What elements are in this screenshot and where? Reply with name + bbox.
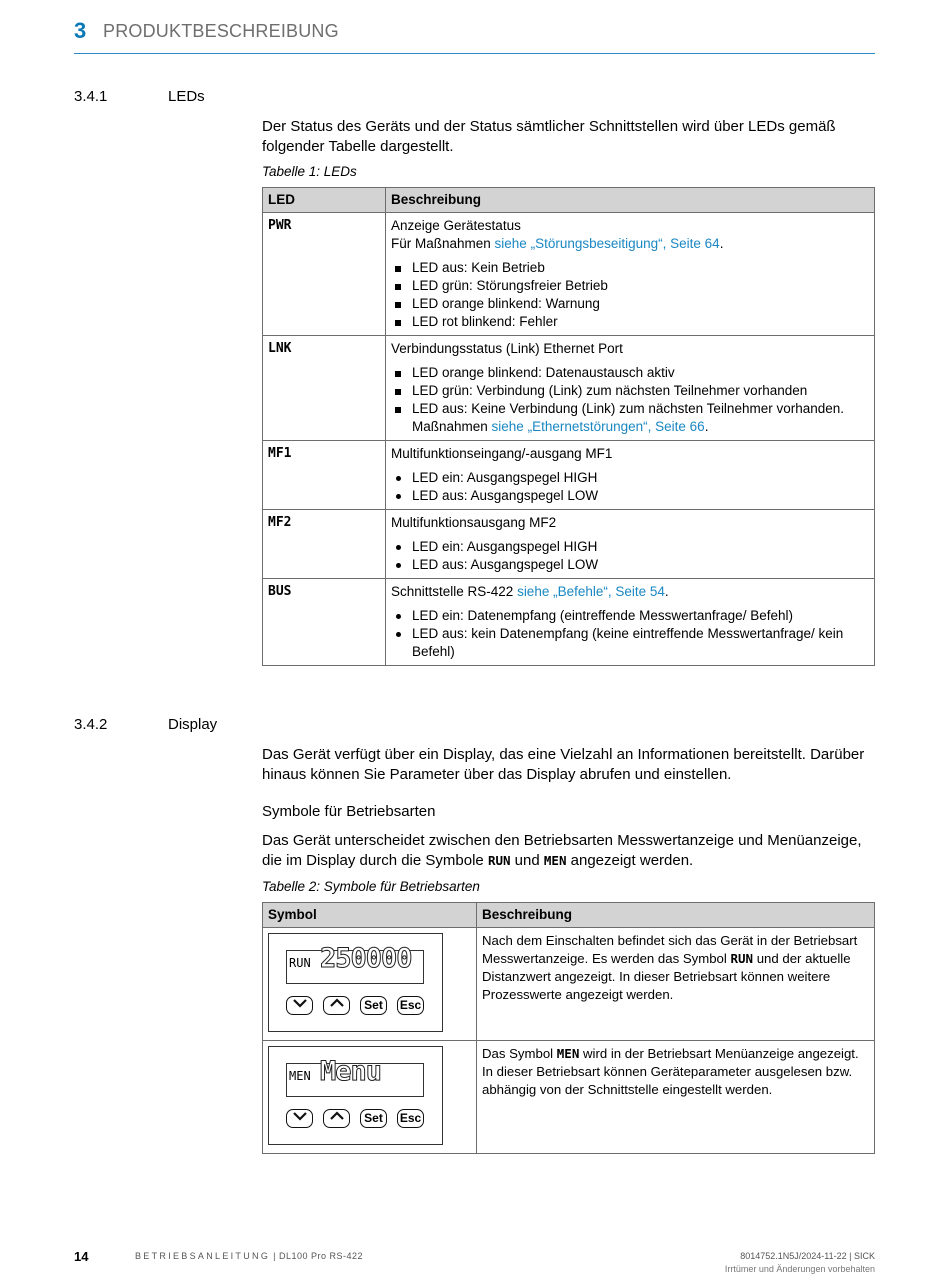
mode-label-run: RUN <box>289 956 311 970</box>
lnk-line1: Verbindungsstatus (Link) Ethernet Port <box>391 341 623 356</box>
device-display-run <box>268 933 443 1032</box>
section-title-leds: LEDs <box>168 88 205 105</box>
table-row <box>263 928 875 1041</box>
men-desc-text-1: Das Symbol <box>482 1046 557 1061</box>
bus-list <box>391 607 869 661</box>
esc-button: Esc <box>397 996 424 1015</box>
list-item: LED orange blinkend: Warnung <box>391 295 869 313</box>
table-row <box>263 510 875 579</box>
display-intro: Das Gerät verfügt über ein Display, das eine Vielzahl an Informationen bereitstellt. Darüber hinaus können Sie Parameter über das Display abrufen und einstellen. <box>262 746 865 783</box>
run-desc-text-1: Nach dem Einschalten befindet sich das Gerät in der Betriebsart Messwertanzeige. Es werden das Symbol <box>482 933 858 966</box>
page-number: 14 <box>74 1249 89 1264</box>
link-ethernetstoerungen[interactable]: siehe „Ethernetstörungen“, Seite 66 <box>491 419 705 434</box>
list-item: LED rot blinkend: Fehler <box>391 313 869 331</box>
symbols-text-2: und <box>510 852 544 869</box>
list-item: LED grün: Störungsfreier Betrieb <box>391 277 869 295</box>
esc-button: Esc <box>397 1109 424 1128</box>
mf1-line1: Multifunktionseingang/-ausgang MF1 <box>391 446 613 461</box>
up-button <box>323 996 350 1015</box>
list-item: LED orange blinkend: Datenaustausch aktiv <box>391 364 869 382</box>
men-desc-symbol: MEN <box>556 1046 580 1061</box>
display-screen <box>286 943 424 984</box>
set-button: Set <box>360 996 387 1015</box>
chapter-title: PRODUKTBESCHREIBUNG <box>103 21 339 41</box>
led-lnk: LNK <box>263 336 386 441</box>
footer-disclaimer: Irrtümer und Änderungen vorbehalten <box>724 1264 875 1274</box>
section-number-display: 3.4.2 <box>74 716 108 733</box>
run-description <box>477 928 875 1041</box>
led-pwr-description <box>386 213 875 336</box>
display-value-run: 250000 <box>320 943 412 974</box>
subheading-symbols: Symbole für Betriebsarten <box>262 803 436 820</box>
header-led: LED <box>263 188 386 213</box>
pwr-line2-text: Für Maßnahmen <box>391 236 495 251</box>
table-row <box>263 441 875 510</box>
lnk-item3-suffix: . <box>704 419 709 434</box>
symbols-text-1: Das Gerät unterscheidet zwischen den Betriebsarten Messwertanzeige und Menüanzeige, die im Display durch die Symbole <box>262 832 862 869</box>
table2-caption: Tabelle 2: Symbole für Betriebsarten <box>262 879 480 894</box>
header-description: Beschreibung <box>386 188 875 213</box>
lnk-item3-cont: Maßnahmen <box>412 419 492 434</box>
mode-label-men: MEN <box>289 1069 311 1083</box>
list-item: LED aus: kein Datenempfang (keine eintreffende Messwertanfrage/ kein Befehl) <box>391 625 869 661</box>
chevron-down-icon <box>292 997 308 1009</box>
run-desc-text-2: und der aktuelle Distanzwert angezeigt. In dieser Betriebsart können weitere Prozesswerte angezeigt werden. <box>482 951 851 1002</box>
list-item: LED ein: Ausgangspegel HIGH <box>391 469 869 487</box>
led-mf2-description <box>386 510 875 579</box>
men-desc-text-2: wird in der Betriebsart Menüanzeige angezeigt. In dieser Betriebsart können Geräteparameter ausgelesen bzw. abhängig von der Schnittstelle eingestellt werden. <box>482 1046 859 1097</box>
down-button <box>286 1109 313 1128</box>
symbol-run-text: RUN <box>487 853 511 868</box>
footer-document-id: 8014752.1N5J/2024-11-22 | SICK <box>740 1251 875 1261</box>
list-item <box>391 400 869 436</box>
pwr-line2 <box>391 235 869 253</box>
table-row <box>263 1041 875 1154</box>
symbols-text-3: angezeigt werden. <box>566 852 694 869</box>
chevron-up-icon <box>329 1110 345 1122</box>
men-description <box>477 1041 875 1154</box>
lnk-item3-text: LED aus: Keine Verbindung (Link) zum nächsten Teilnehmer vorhanden. <box>412 401 845 416</box>
bus-line1-suffix: . <box>664 584 669 599</box>
led-table <box>262 187 875 666</box>
table-row <box>263 213 875 336</box>
table-row <box>263 579 875 666</box>
up-button <box>323 1109 350 1128</box>
symbols-paragraph <box>262 831 875 871</box>
symbol-table <box>262 902 875 1154</box>
bus-line1-text: Schnittstelle RS-422 <box>391 584 518 599</box>
list-item: LED aus: Ausgangspegel LOW <box>391 487 869 505</box>
header-symbol: Symbol <box>263 903 477 928</box>
men-symbol-cell <box>263 1041 477 1154</box>
lnk-list <box>391 364 869 436</box>
led-bus-description <box>386 579 875 666</box>
footer-document-title <box>135 1251 363 1261</box>
run-desc-symbol: RUN <box>730 951 754 966</box>
run-symbol-cell <box>263 928 477 1041</box>
down-button <box>286 996 313 1015</box>
led-bus: BUS <box>263 579 386 666</box>
table1-caption: Tabelle 1: LEDs <box>262 164 357 179</box>
link-befehle[interactable]: siehe „Befehle“, Seite 54 <box>517 584 665 599</box>
header-description: Beschreibung <box>477 903 875 928</box>
link-stoerungsbeseitigung[interactable]: siehe „Störungsbeseitigung“, Seite 64 <box>494 236 720 251</box>
pwr-list <box>391 259 869 331</box>
device-display-men <box>268 1046 443 1145</box>
led-lnk-description <box>386 336 875 441</box>
section-number-leds: 3.4.1 <box>74 88 108 105</box>
led-mf1-description <box>386 441 875 510</box>
list-item: LED aus: Ausgangspegel LOW <box>391 556 869 574</box>
footer-doc-product: | DL100 Pro RS-422 <box>270 1251 364 1261</box>
footer-doc-type: BETRIEBSANLEITUNG <box>135 1251 271 1261</box>
led-pwr: PWR <box>263 213 386 336</box>
display-value-men: Menu <box>320 1056 382 1087</box>
table-row <box>263 336 875 441</box>
symbol-table-header <box>263 903 875 928</box>
mf2-line1: Multifunktionsausgang MF2 <box>391 515 557 530</box>
list-item: LED aus: Kein Betrieb <box>391 259 869 277</box>
display-screen <box>286 1056 424 1097</box>
led-table-header <box>263 188 875 213</box>
list-item: LED grün: Verbindung (Link) zum nächsten Teilnehmer vorhanden <box>391 382 869 400</box>
leds-intro: Der Status des Geräts und der Status sämtlicher Schnittstellen wird über LEDs gemäß folgender Tabelle dargestellt. <box>262 118 836 155</box>
list-item: LED ein: Ausgangspegel HIGH <box>391 538 869 556</box>
led-mf2: MF2 <box>263 510 386 579</box>
chapter-header <box>74 18 875 54</box>
chevron-down-icon <box>292 1110 308 1122</box>
symbol-men-text: MEN <box>543 853 567 868</box>
pwr-line2-suffix: . <box>719 236 724 251</box>
mf2-list <box>391 538 869 574</box>
set-button: Set <box>360 1109 387 1128</box>
bus-line1 <box>391 583 869 601</box>
pwr-line1: Anzeige Gerätestatus <box>391 218 521 233</box>
chevron-up-icon <box>329 997 345 1009</box>
chapter-number: 3 <box>74 18 87 43</box>
section-title-display: Display <box>168 716 218 733</box>
mf1-list <box>391 469 869 505</box>
led-mf1: MF1 <box>263 441 386 510</box>
list-item: LED ein: Datenempfang (eintreffende Messwertanfrage/ Befehl) <box>391 607 869 625</box>
